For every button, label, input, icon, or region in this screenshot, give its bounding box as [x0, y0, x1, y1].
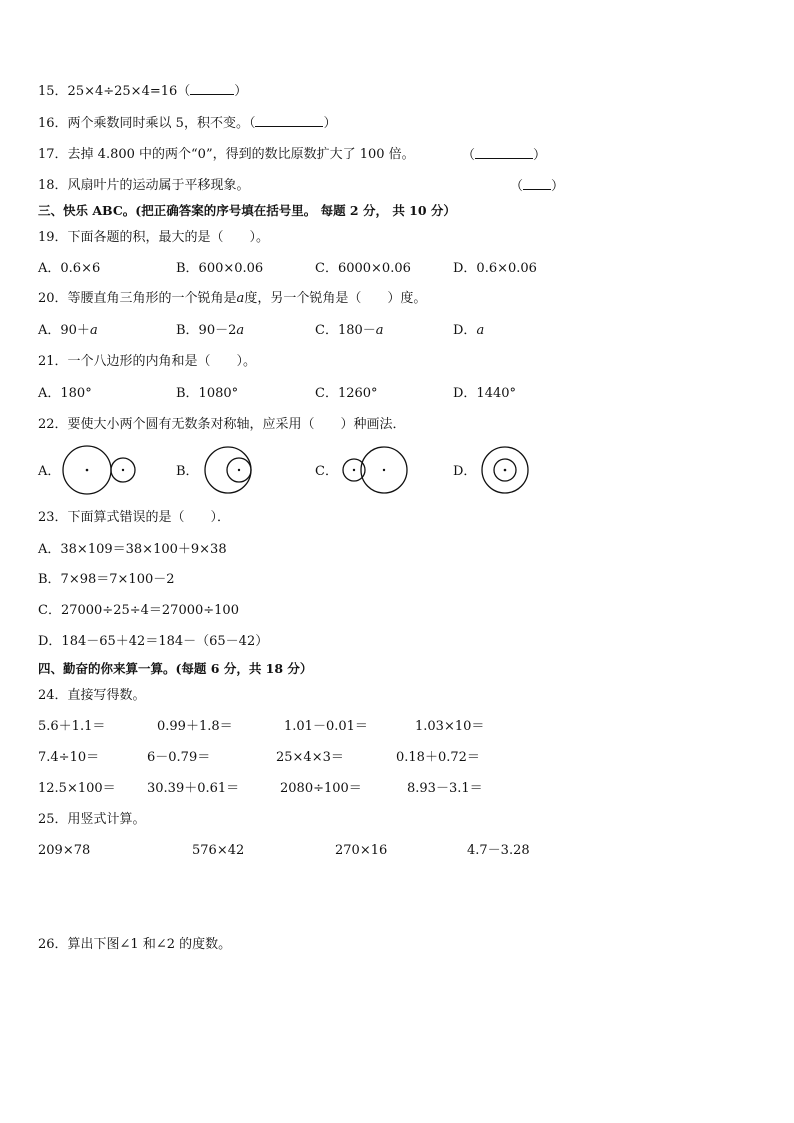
- option-d[interactable]: D．a: [453, 323, 485, 338]
- calc-item: 7.4÷10＝: [38, 750, 100, 765]
- option-b-label[interactable]: B．: [176, 464, 199, 479]
- option-d[interactable]: D．184－65＋42＝184－（65－42）: [38, 634, 269, 649]
- question-25: 25．用竖式计算。: [38, 812, 146, 827]
- question-22: 22．要使大小两个圆有无数条对称轴，应采用（ ）种画法．: [38, 417, 406, 432]
- option-b[interactable]: B．7×98＝7×100－2: [38, 572, 175, 587]
- question-16-text: 16．两个乘数同时乘以 5，积不变。（: [38, 116, 256, 131]
- option-d[interactable]: D．1440°: [453, 386, 517, 401]
- calc-item: 12.5×100＝: [38, 781, 116, 796]
- answer-blank[interactable]: [190, 82, 234, 95]
- question-18-text: 18．风扇叶片的运动属于平移现象。: [38, 178, 250, 193]
- question-17-answer: （ ）: [462, 148, 547, 163]
- option-c[interactable]: C．1260°: [315, 386, 378, 401]
- answer-blank[interactable]: [523, 177, 551, 190]
- option-d-circles-figure: [478, 443, 534, 497]
- question-23: 23．下面算式错误的是（ ）．: [38, 510, 231, 525]
- section-4-heading: 四、勤奋的你来算一算。(每题 6 分，共 18 分）: [38, 661, 313, 676]
- calc-item: 0.18＋0.72＝: [396, 750, 480, 765]
- option-b[interactable]: B．90－2a: [176, 323, 245, 338]
- question-19: 19．下面各题的积，最大的是（ ）。: [38, 230, 270, 245]
- option-c-label[interactable]: C．: [315, 464, 338, 479]
- option-c[interactable]: C．180－a: [315, 323, 384, 338]
- question-15: 15．25×4÷25×4=16（ ）: [38, 84, 248, 99]
- question-16: 16．两个乘数同时乘以 5，积不变。（ ）: [38, 116, 337, 131]
- option-a-circles-figure: [58, 443, 142, 497]
- option-b[interactable]: B．600×0.06: [176, 261, 264, 276]
- option-c[interactable]: C．6000×0.06: [315, 261, 411, 276]
- calc-item: 2080÷100＝: [280, 781, 362, 796]
- option-b-circles-figure: [202, 443, 262, 497]
- vertical-calc-item: 270×16: [335, 843, 388, 858]
- question-20: 20．等腰直角三角形的一个锐角是a度，另一个锐角是（ ）度。: [38, 291, 427, 306]
- answer-blank[interactable]: [475, 146, 533, 159]
- option-c-circles-figure: [338, 443, 414, 497]
- question-18: [38, 177, 250, 195]
- option-c[interactable]: C．27000÷25÷4＝27000÷100: [38, 603, 239, 618]
- option-d-label[interactable]: D．: [453, 464, 477, 479]
- question-24: 24．直接写得数。: [38, 688, 146, 703]
- vertical-calc-item: 576×42: [192, 843, 245, 858]
- question-26: 26．算出下图∠1 和∠2 的度数。: [38, 937, 232, 952]
- option-a[interactable]: A．38×109＝38×100＋9×38: [38, 542, 227, 557]
- calc-item: 1.01－0.01＝: [284, 719, 368, 734]
- option-a[interactable]: A．180°: [38, 386, 92, 401]
- calc-item: 1.03×10＝: [415, 719, 485, 734]
- option-a[interactable]: A．0.6×6: [38, 261, 101, 276]
- calc-item: 5.6＋1.1＝: [38, 719, 106, 734]
- vertical-calc-item: 4.7－3.28: [467, 843, 530, 858]
- option-d[interactable]: D．0.6×0.06: [453, 261, 537, 276]
- answer-blank[interactable]: [255, 114, 323, 127]
- section-3-heading: 三、快乐 ABC。(把正确答案的序号填在括号里。 每题 2 分， 共 10 分）: [38, 203, 456, 218]
- calc-item: 6－0.79＝: [147, 750, 211, 765]
- option-a[interactable]: A．90＋a: [38, 323, 98, 338]
- calc-item: 25×4×3＝: [276, 750, 344, 765]
- question-15-text: 15．25×4÷25×4=16（: [38, 84, 191, 99]
- question-17-text: 17．去掉 4.800 中的两个“0”，得到的数比原数扩大了 100 倍。: [38, 147, 415, 162]
- calc-item: 0.99＋1.8＝: [157, 719, 233, 734]
- vertical-calc-item: 209×78: [38, 843, 91, 858]
- option-a-label[interactable]: A．: [38, 464, 61, 479]
- calc-item: 30.39＋0.61＝: [147, 781, 240, 796]
- question-18-answer: （ ）: [510, 179, 565, 194]
- question-17: [38, 146, 415, 164]
- calc-item: 8.93－3.1＝: [407, 781, 483, 796]
- option-b[interactable]: B．1080°: [176, 386, 239, 401]
- question-21: 21．一个八边形的内角和是（ ）。: [38, 354, 257, 369]
